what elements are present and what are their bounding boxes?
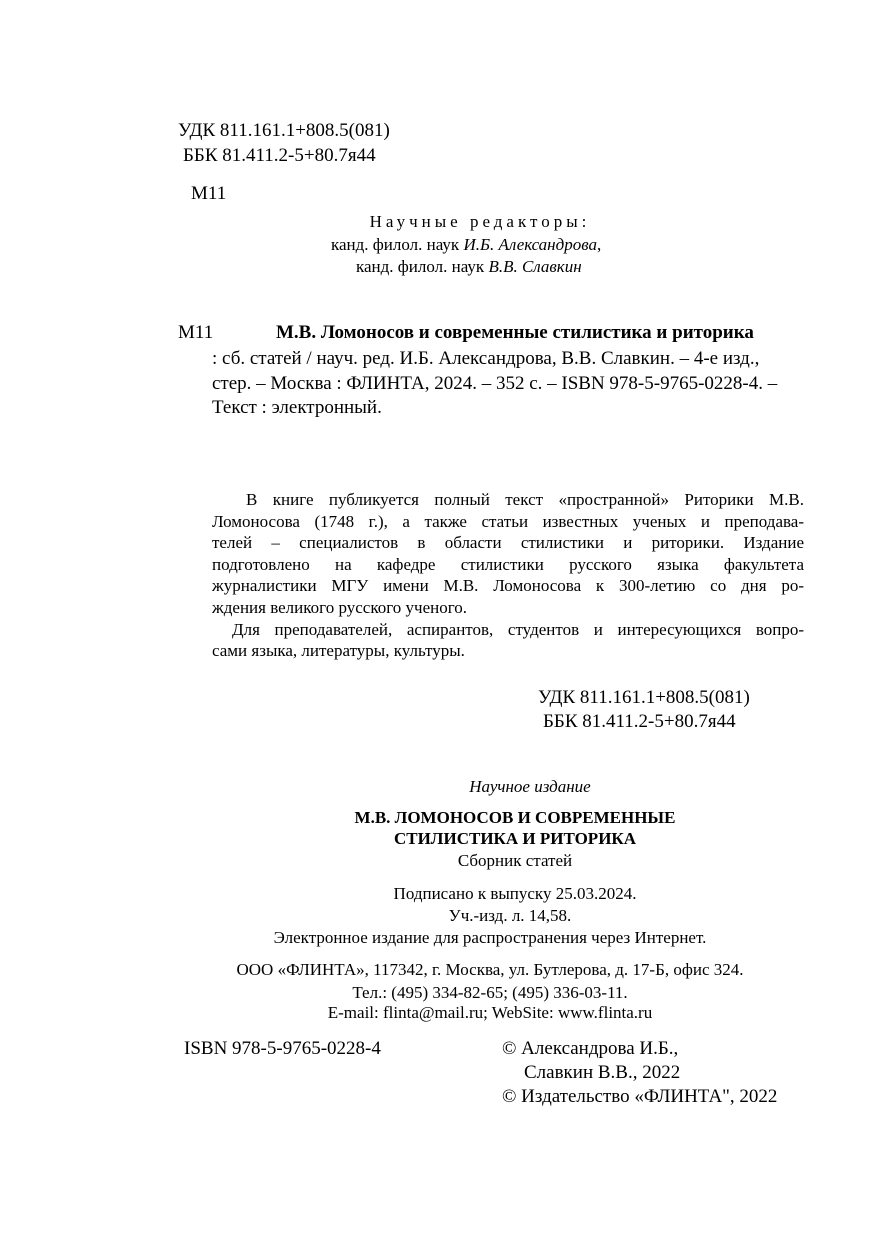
signed-date: Подписано к выпуску 25.03.2024.: [393, 884, 637, 903]
publisher-phone: Тел.: (495) 334-82-65; (495) 336-03-11.: [352, 983, 628, 1002]
annotation-line-1: В книге публикуется полный текст «пространной» Риторики М.В.: [246, 490, 804, 509]
copyright-publisher: © Издательство «ФЛИНТА", 2022: [502, 1086, 778, 1107]
imprint-title-line-1: М.В. ЛОМОНОСОВ И СОВРЕМЕННЫЕ: [354, 808, 676, 827]
record-line-3: Текст : электронный.: [212, 397, 382, 418]
record-line-1: : сб. статей / науч. ред. И.Б. Александрова, В.В. Славкин. – 4-е изд.,: [212, 348, 760, 369]
editor-1-degree: канд. филол. наук: [331, 235, 464, 254]
editor-1-comma: ,: [596, 235, 602, 254]
udk-code: УДК 811.161.1+808.5(081): [178, 120, 390, 141]
editor-1: [331, 235, 601, 255]
annotation-line-6: ждения великого русского ученого.: [212, 598, 468, 617]
publisher-sheets: Уч.-изд. л. 14,58.: [448, 906, 572, 925]
annotation-line-4: подготовлено на кафедре стилистики русского языка факультета: [212, 555, 804, 574]
bbk-code: ББК 81.411.2-5+80.7я44: [183, 145, 376, 166]
distribution-note: Электронное издание для распространения через Интернет.: [273, 928, 707, 947]
record-title: М.В. Ломоносов и современные стилистика и риторика: [276, 322, 754, 343]
editor-1-name: И.Б. Александрова: [463, 235, 597, 254]
editor-2: [356, 257, 582, 277]
record-line-2: стер. – Москва : ФЛИНТА, 2024. – 352 с. – ISBN 978-5-9765-0228-4. –: [212, 373, 778, 394]
annotation-line-2: Ломоносова (1748 г.), а также статьи известных ученых и преподава-: [212, 512, 804, 531]
imprint-subtitle: Сборник статей: [457, 851, 573, 870]
edition-type: Научное издание: [469, 777, 591, 796]
editors-heading: Научные редакторы:: [369, 212, 591, 231]
publisher-contacts: E-mail: flinta@mail.ru; WebSite: www.flinta.ru: [327, 1003, 653, 1022]
annotation-line-7: Для преподавателей, аспирантов, студентов и интересующихся вопро-: [232, 620, 804, 639]
publisher-address: ООО «ФЛИНТА», 117342, г. Москва, ул. Бутлерова, д. 17-Б, офис 324.: [236, 960, 744, 979]
copyright-authors: © Александрова И.Б.,: [502, 1038, 679, 1059]
annotation-udk: УДК 811.161.1+808.5(081): [538, 687, 750, 708]
copyright-authors-cont: Славкин В.В., 2022: [524, 1062, 681, 1083]
editor-2-degree: канд. филол. наук: [356, 257, 489, 276]
editor-2-name: В.В. Славкин: [488, 257, 582, 276]
annotation-line-8: сами языка, литературы, культуры.: [212, 641, 465, 660]
annotation-bbk: ББК 81.411.2-5+80.7я44: [543, 711, 736, 732]
annotation-line-5: журналистики МГУ имени М.В. Ломоносова к 300-летию со дня ро-: [212, 576, 804, 595]
author-mark: М11: [191, 183, 227, 204]
annotation-line-3: телей – специалистов в области стилистики и риторики. Издание: [212, 533, 804, 552]
isbn: ISBN 978-5-9765-0228-4: [184, 1038, 381, 1059]
imprint-title-line-2: СТИЛИСТИКА И РИТОРИКА: [393, 829, 637, 848]
record-mark: М11: [178, 322, 214, 343]
